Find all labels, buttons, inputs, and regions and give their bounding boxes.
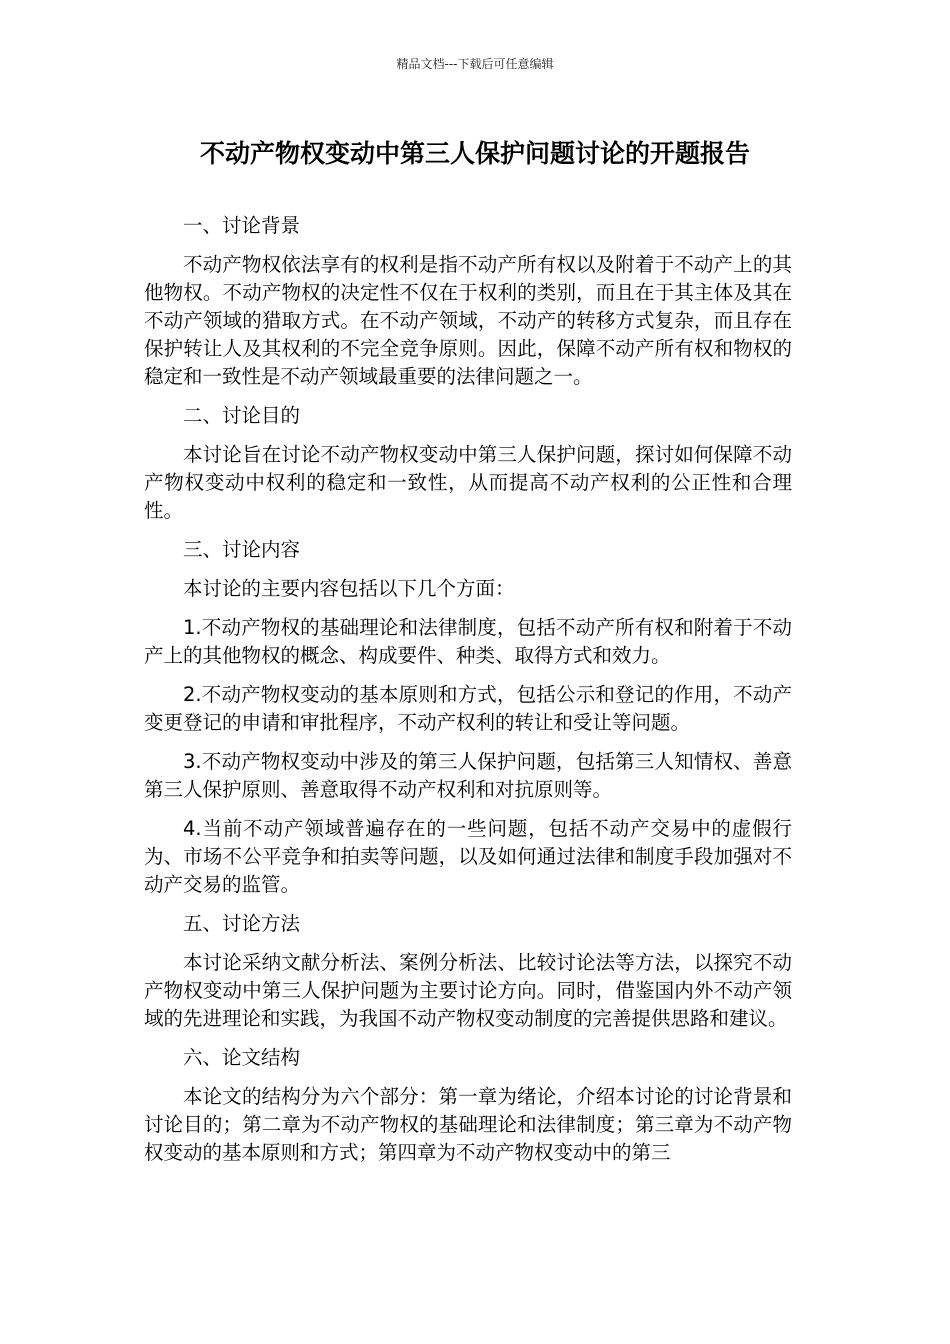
list-item-3: 3.不动产物权变动中涉及的第三人保护问题，包括第三人知情权、善意第三人保护原则、善意取得不动产权利和对抗原则等。: [144, 750, 792, 801]
document-body: [144, 212, 792, 1178]
section-heading-content: 三、讨论内容: [183, 538, 301, 561]
section-heading-structure: 六、论文结构: [183, 1046, 301, 1069]
paragraph-structure: 本论文的结构分为六个部分：第一章为绪论，介绍本讨论的讨论背景和讨论目的；第二章为不动产物权的基础理论和法律制度；第三章为不动产物权变动的基本原则和方式；第四章为不动产物权变动中的第三: [144, 1085, 792, 1164]
list-item-1: 1.不动产物权的基础理论和法律制度，包括不动产所有权和附着于不动产上的其他物权的概念、构成要件、种类、取得方式和效力。: [144, 616, 792, 667]
section-heading-background: 一、讨论背景: [183, 214, 301, 237]
section-heading-method: 五、讨论方法: [183, 912, 301, 935]
list-item-2: 2.不动产物权变动的基本原则和方式，包括公示和登记的作用，不动产变更登记的申请和审批程序，不动产权利的转让和受让等问题。: [144, 683, 792, 734]
section-heading-purpose: 二、讨论目的: [183, 404, 301, 427]
paragraph-method: 本讨论采纳文献分析法、案例分析法、比较讨论法等方法，以探究不动产物权变动中第三人保护问题为主要讨论方向。同时，借鉴国内外不动产领域的先进理论和实践，为我国不动产物权变动制度的完善提供思路和建议。: [144, 951, 792, 1030]
list-item-4: 4.当前不动产领域普遍存在的一些问题，包括不动产交易中的虚假行为、市场不公平竞争和拍卖等问题，以及如何通过法律和制度手段加强对不动产交易的监管。: [144, 817, 792, 896]
paragraph-content-intro: 本讨论的主要内容包括以下几个方面：: [183, 577, 515, 600]
document-title: 不动产物权变动中第三人保护问题讨论的开题报告: [199, 139, 750, 168]
paragraph-purpose: 本讨论旨在讨论不动产物权变动中第三人保护问题，探讨如何保障不动产物权变动中权利的稳定和一致性，从而提高不动产权利的公正性和合理性。: [144, 443, 792, 522]
paragraph-background: 不动产物权依法享有的权利是指不动产所有权以及附着于不动产上的其他物权。不动产物权的决定性不仅在于权利的类别，而且在于其主体及其在不动产领域的猎取方式。在不动产领域，不动产的转移方式复杂，而且存在保护转让人及其权利的不完全竞争原则。因此，保障不动产所有权和物权的稳定和一致性是不动产领域最重要的法律问题之一。: [144, 253, 792, 388]
header-note: 精品文档---下载后可任意编辑: [396, 57, 554, 71]
